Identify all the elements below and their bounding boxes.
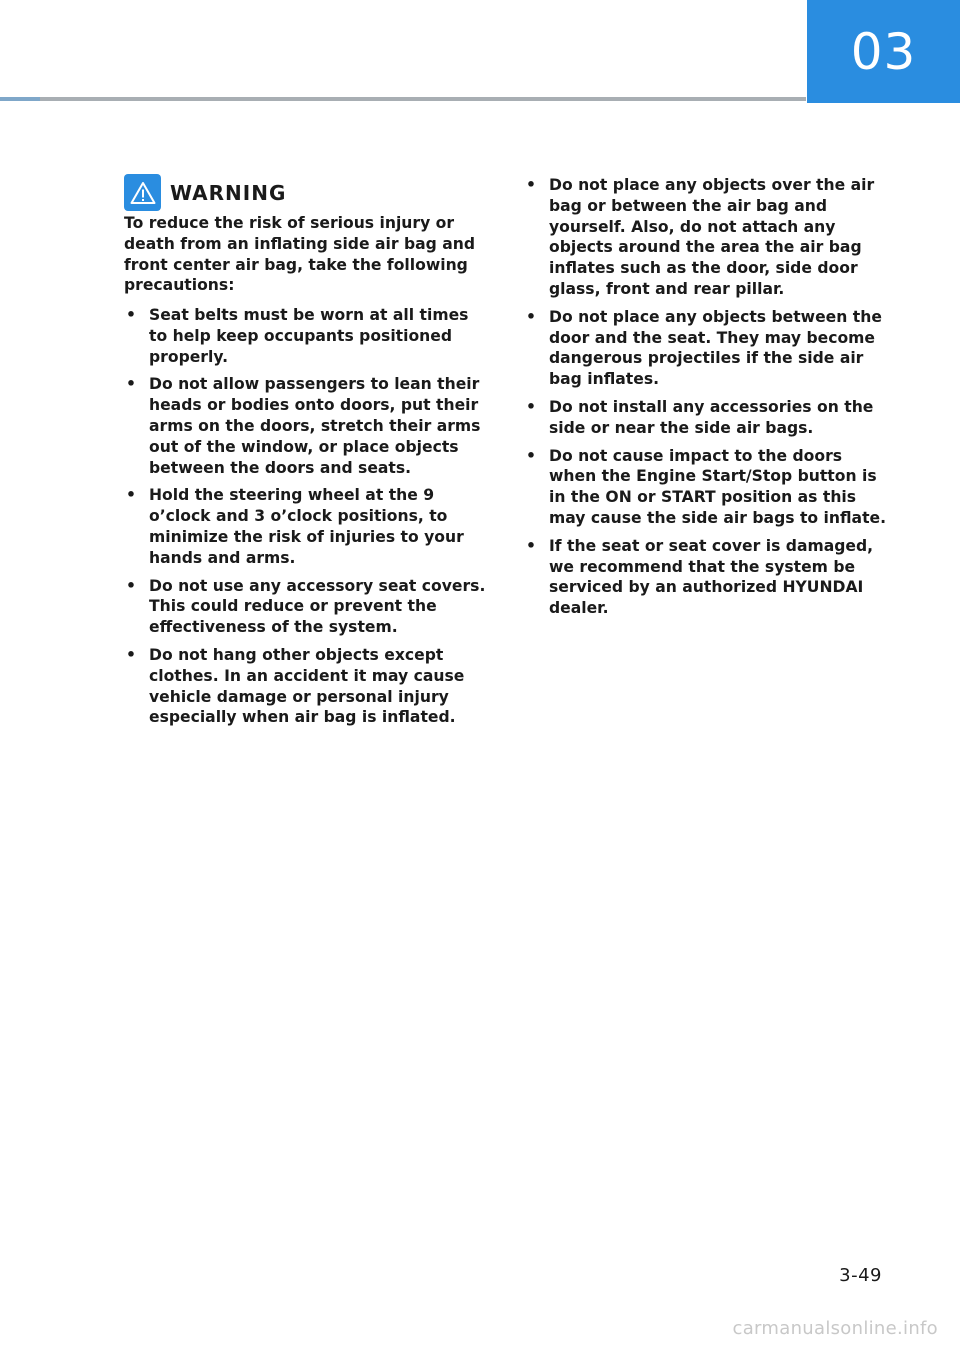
warning-title: WARNING [170, 180, 287, 205]
list-item: • Seat belts must be worn at all times to help keep occupants positioned properly. [126, 306, 469, 366]
list-item: • Do not allow passengers to lean their heads or bodies onto doors, put their arms on the doors, stretch their arms out of the window, or place objects between the doors and seats. [126, 375, 481, 477]
list-item: • If the seat or seat cover is damaged, we recommend that the system be serviced by an authorized HYUNDAI dealer. [526, 536, 874, 618]
right-precautions-list [524, 175, 894, 626]
warning-triangle-icon [124, 174, 161, 211]
left-precautions-list [124, 305, 488, 735]
list-item: • Do not hang other objects except clothes. In an accident it may cause vehicle damage or personal injury especially when air bag is inflated. [126, 645, 465, 727]
list-item: • Do not place any objects between the door and the seat. They may become dangerous projectiles if the side air bag inflates. [526, 307, 882, 389]
list-item: • Do not install any accessories on the side or near the side air bags. [526, 397, 874, 437]
chapter-tab: 03 [807, 0, 960, 103]
page-number: 3-49 [839, 1265, 882, 1286]
header-rule-accent [0, 97, 40, 101]
watermark-text: carmanualsonline.info [732, 1318, 938, 1339]
warning-intro: To reduce the risk of serious injury or death from an inflating side air bag and front center air bag, take the following precautions: [124, 214, 476, 295]
list-item: • Do not cause impact to the doors when the Engine Start/Stop button is in the ON or START position as this may cause the side air bags to inflate. [526, 446, 887, 527]
list-item: • Hold the steering wheel at the 9 o’clock and 3 o’clock positions, to minimize the risk of injuries to your hands and arms. [126, 486, 464, 567]
header-rule [0, 97, 806, 101]
list-item: • Do not place any objects over the air bag or between the air bag and yourself. Also, do not attach any objects around the area the air bag inflates such as the door, side door glass, front and rear pillar. [526, 176, 875, 298]
list-item: • Do not use any accessory seat covers. This could reduce or prevent the effectiveness of the system. [126, 576, 486, 637]
warning-heading [124, 174, 286, 211]
